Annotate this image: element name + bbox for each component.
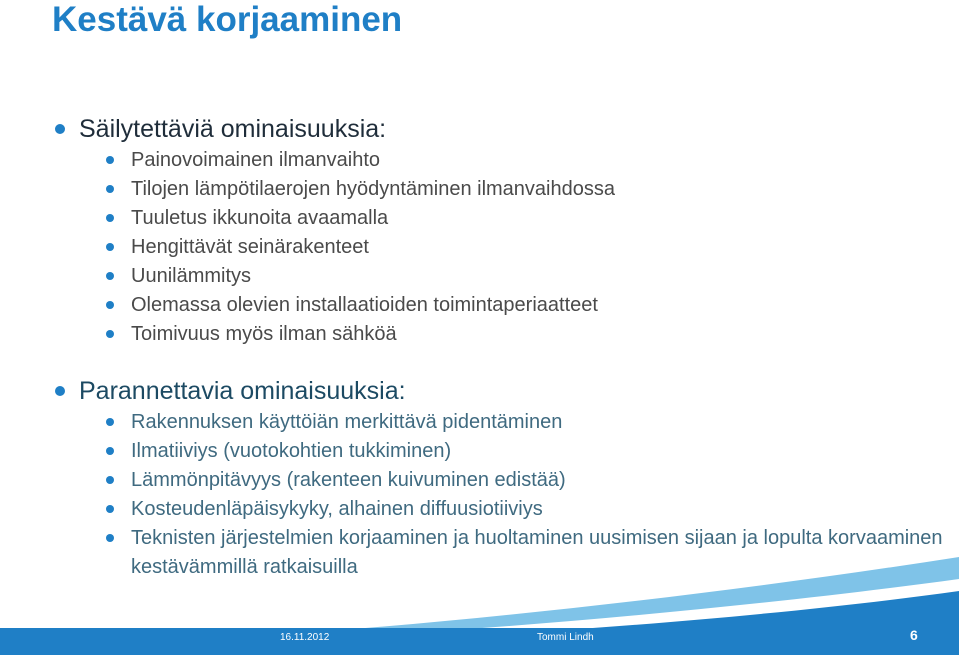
list-item	[106, 175, 945, 204]
footer-page-number: 6	[910, 627, 918, 643]
list-item	[106, 146, 945, 175]
bullet-icon	[106, 185, 114, 193]
bullet-icon	[106, 534, 114, 542]
bullet-icon	[106, 418, 114, 426]
list-item-text: Tilojen lämpötilaerojen hyödyntäminen ilmanvaihdossa	[131, 178, 615, 200]
list-item-text: Painovoimainen ilmanvaihto	[131, 149, 381, 171]
list-item	[106, 291, 945, 320]
list-item	[106, 495, 945, 524]
bullet-icon	[106, 272, 114, 280]
bullet-icon	[106, 476, 114, 484]
list-item-text: Uunilämmitys	[131, 265, 252, 287]
bullet-icon	[106, 301, 114, 309]
list-item-text: Rakennuksen käyttöiän merkittävä pidentäminen	[131, 411, 563, 433]
section-heading	[55, 374, 945, 408]
bullet-list	[55, 146, 945, 349]
list-item	[106, 262, 945, 291]
list-item	[106, 204, 945, 233]
list-item-text: Hengittävät seinärakenteet	[131, 236, 369, 258]
bullet-icon	[55, 386, 65, 396]
list-item	[106, 233, 945, 262]
list-item	[106, 437, 945, 466]
bullet-icon	[106, 156, 114, 164]
list-item-text: Lämmönpitävyys (rakenteen kuivuminen edistää)	[131, 469, 566, 491]
footer-bar	[0, 628, 959, 655]
bullet-icon	[106, 330, 114, 338]
bullet-icon	[106, 243, 114, 251]
list-item	[106, 320, 945, 349]
footer-author: Tommi Lindh	[537, 632, 594, 643]
list-item	[106, 408, 945, 437]
section-improvable	[55, 374, 945, 582]
section-heading-text: Säilytettäviä ominaisuuksia:	[79, 115, 387, 143]
list-item-text: Toimivuus myös ilman sähköä	[131, 323, 397, 345]
list-item-text: Tuuletus ikkunoita avaamalla	[131, 207, 389, 229]
bullet-icon	[106, 505, 114, 513]
bullet-icon	[55, 124, 65, 134]
section-preserved	[55, 112, 945, 349]
section-heading-text: Parannettavia ominaisuuksia:	[79, 377, 406, 405]
bullet-icon	[106, 214, 114, 222]
list-item-text: Teknisten järjestelmien korjaaminen ja huoltaminen uusimisen sijaan ja lopulta korvaaminen kestävämmillä ratkaisuilla	[131, 527, 943, 578]
list-item-text: Ilmatiiviys (vuotokohtien tukkiminen)	[131, 440, 452, 462]
slide-title: Kestävä korjaaminen	[52, 0, 403, 39]
section-heading	[55, 112, 945, 146]
bullet-icon	[106, 447, 114, 455]
list-item-text: Olemassa olevien installaatioiden toimintaperiaatteet	[131, 294, 598, 316]
footer-date: 16.11.2012	[280, 632, 330, 643]
footer-swoosh	[0, 555, 959, 655]
list-item	[106, 466, 945, 495]
list-item-text: Kosteudenläpäisykyky, alhainen diffuusiotiiviys	[131, 498, 543, 520]
